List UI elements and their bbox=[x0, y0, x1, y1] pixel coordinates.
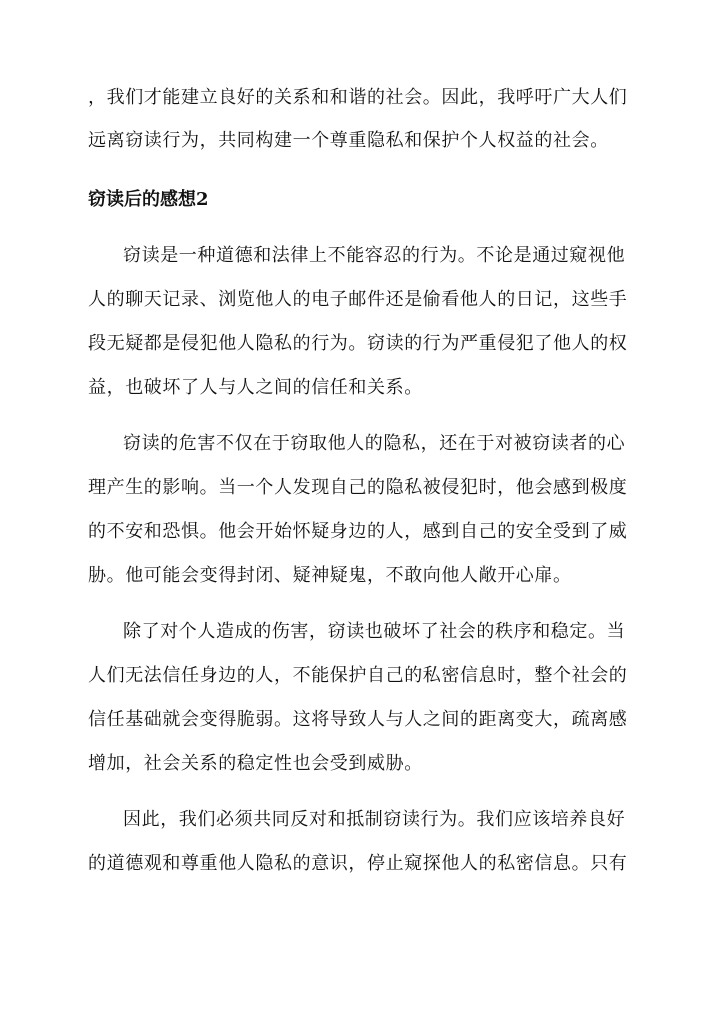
paragraph-3-line-2: 人们无法信任身边的人，不能保护自己的私密信息时，整个社会的 bbox=[88, 665, 628, 686]
paragraph-4-line-2: 的道德观和尊重他人隐私的意识，停止窥探他人的私密信息。只有 bbox=[88, 853, 628, 874]
section-title: 窃读后的感想2 bbox=[88, 189, 209, 210]
intro-line-1: ，我们才能建立良好的关系和和谐的社会。因此，我呼吁广大人们 bbox=[88, 87, 628, 108]
paragraph-4-line-1: 因此，我们必须共同反对和抵制窃读行为。我们应该培养良好 bbox=[123, 809, 626, 830]
paragraph-3-line-1: 除了对个人造成的伤害，窃读也破坏了社会的秩序和稳定。当 bbox=[123, 621, 626, 642]
paragraph-2-line-2: 理产生的影响。当一个人发现自己的隐私被侵犯时，他会感到极度 bbox=[88, 477, 628, 498]
paragraph-1-line-4: 益，也破坏了人与人之间的信任和关系。 bbox=[88, 377, 423, 398]
paragraph-3-line-3: 信任基础就会变得脆弱。这将导致人与人之间的距离变大，疏离感 bbox=[88, 709, 628, 730]
paragraph-3-line-4: 增加，社会关系的稳定性也会受到威胁。 bbox=[88, 753, 423, 774]
paragraph-2-line-4: 胁。他可能会变得封闭、疑神疑鬼，不敢向他人敞开心扉。 bbox=[88, 565, 572, 586]
paragraph-2-line-1: 窃读的危害不仅在于窃取他人的隐私，还在于对被窃读者的心 bbox=[123, 433, 626, 454]
paragraph-1-line-1: 窃读是一种道德和法律上不能容忍的行为。不论是通过窥视他 bbox=[123, 245, 626, 266]
intro-line-2: 远离窃读行为，共同构建一个尊重隐私和保护个人权益的社会。 bbox=[88, 130, 609, 151]
paragraph-2-line-3: 的不安和恐惧。他会开始怀疑身边的人，感到自己的安全受到了威 bbox=[88, 521, 628, 542]
paragraph-1-line-2: 人的聊天记录、浏览他人的电子邮件还是偷看他人的日记，这些手 bbox=[88, 289, 628, 310]
paragraph-1-line-3: 段无疑都是侵犯他人隐私的行为。窃读的行为严重侵犯了他人的权 bbox=[88, 333, 628, 354]
